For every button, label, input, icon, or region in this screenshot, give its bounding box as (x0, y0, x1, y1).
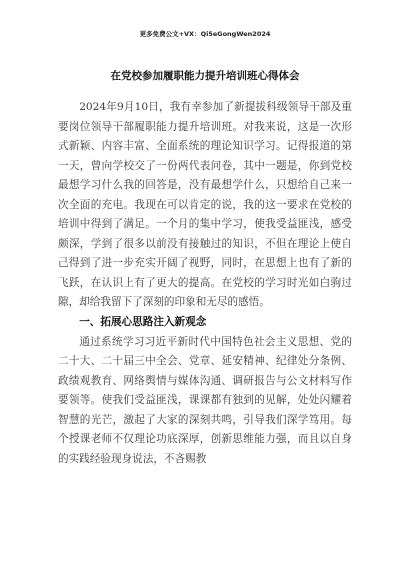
document-title: 在党校参加履职能力提升培训班心得体会 (110, 70, 300, 82)
section-heading-1: 一、拓展心思路注入新观念 (79, 316, 207, 329)
paragraph-intro: 2024年9月10日，我有幸参加了新提拔科级领导干部及重要岗位领导干部履职能力提升培训班。对我来说，这是一次形式新颖、内容丰富、全面系统的理论知识学习。记得报道的第一天，曾向学校交了一份两代表问卷，其中一题是，你到党校最想学习什么我的回答是，没有最想学什么，只想给自己来一次全面的充电。我现在可以肯定的说，我的这一要求在党校的培训中得到了满足。一个月的集中学习，使我受益匪浅，感受颇深，学到了很多以前没有接触过的知识，不但在理论上使自己得到了进一步充实开阔了视野，同时，在思想上也有了新的飞跃，在认识上有了更大的提高。在党校的学习时光如白驹过隙，却给我留下了深刻的印象和无尽的感悟。 (58, 101, 352, 309)
document-body (58, 98, 352, 469)
paragraph-section-1: 通过系统学习习近平新时代中国特色社会主义思想、党的二十大、二十届三中全会、党章、延安精神、纪律处分条例、政绩观教育、网络舆情与媒体沟通、调研报告与公文材料写作要领等。使我们受益匪浅，课课都有独到的见解，处处闪耀着智慧的光芒，激起了大家的深刻共鸣，引导我们深学笃用。每个授课老师不仅理论功底深厚，创新思维能力强，而且以自身的实践经验现身说法，不吝赐教 (58, 335, 352, 465)
promo-note: 更多免费公文+VX：Qi5eGongWen2024 (139, 30, 271, 38)
